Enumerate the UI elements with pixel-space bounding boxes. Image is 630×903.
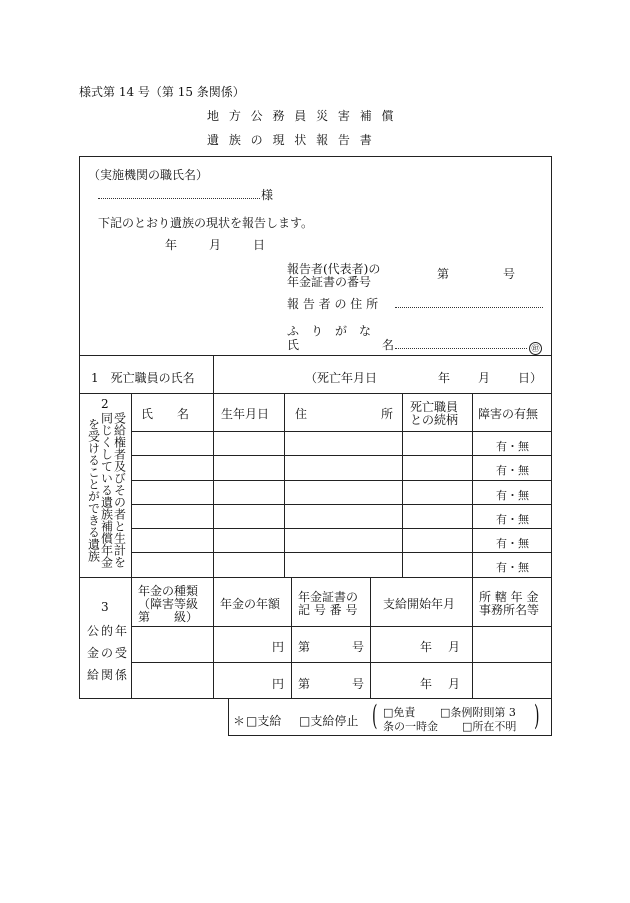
reporter-pension-label-2: 年金証書の番号 [287,275,372,289]
col-start: 支給開始年月 [383,597,456,611]
section3-number: 3 [101,600,109,614]
section1-label: 1 死亡職員の氏名 [91,371,195,385]
footer-option-suspend[interactable]: □支給停止 [299,714,359,728]
footer-left-paren: ( [372,699,378,732]
footer-option-unknown[interactable]: □所在不明 [462,720,517,733]
statement-text: 下記のとおり遺族の現状を報告します。 [98,216,314,230]
reporter-dai: 第 [437,267,450,281]
section3-side-2: 金の受 [87,646,130,660]
section3-side-1: 公的年 [87,624,130,638]
col-type-1: 年金の種類 [138,584,199,598]
section2-side-label: 受給権者及びその者と生計を同じくしている遺族補償年金を受けることができる遺族 [86,412,127,568]
section3-side-3: 給関係 [87,668,130,682]
section2-number: 2 [101,397,109,411]
name-label-2: 名 [382,338,395,352]
disability-option-4[interactable]: 有・無 [496,513,529,526]
col-relation-2: との続柄 [410,413,459,427]
row2-month: 月 [448,677,461,691]
disability-option-2[interactable]: 有・無 [496,464,529,477]
address-label: 報 告 者 の 住 所 [287,297,379,311]
col-office-2: 事務所名等 [479,603,540,617]
footer-option-supplementary-cont: 条の一時金 [383,720,438,733]
footer-mark: ＊ [233,714,246,728]
section1-month: 月 [478,371,491,385]
form-number: 様式第 14 号（第 15 条関係） [79,85,245,99]
col-address-2: 所 [381,407,394,421]
footer-option-supplementary[interactable]: □条例附則第 3 [440,706,516,719]
section1-death-date: （死亡年月日 [305,371,378,385]
col-type-3: 第 級） [138,610,199,624]
agency-label: （実施機関の職氏名） [88,168,209,182]
name-line[interactable] [395,348,527,349]
footer-option-exemption[interactable]: □免責 [383,706,416,719]
row1-yen: 円 [272,640,285,654]
row1-year: 年 [420,640,433,654]
footer-right-paren: ) [534,699,540,732]
col-relation-1: 死亡職員 [410,400,459,414]
col-birth: 生年月日 [221,407,270,421]
seal-icon: ㊞ [529,336,542,355]
col-name: 氏 名 [141,407,190,421]
row2-dai: 第 [298,677,311,691]
row1-go: 号 [352,640,365,654]
col-type-2: （障害等級 [138,597,199,611]
reporter-go: 号 [503,267,516,281]
row1-dai: 第 [298,640,311,654]
sama-label: 様 [261,188,274,202]
name-label-1: 氏 [287,338,300,352]
col-address-1: 住 [295,407,308,421]
furigana-label: ふ り が な [287,324,372,338]
col-office-1: 所 轄 年 金 [479,590,539,604]
section1-day: 日） [518,371,543,385]
agency-line[interactable] [98,198,260,199]
date-month: 月 [209,238,222,252]
date-day: 日 [253,238,266,252]
section1-year: 年 [438,371,451,385]
disability-option-5[interactable]: 有・無 [496,537,529,550]
date-year: 年 [165,238,178,252]
row1-month: 月 [448,640,461,654]
form-title-line1: 地 方 公 務 員 災 害 補 償 [207,109,397,123]
footer-option-payment[interactable]: □支給 [246,714,282,728]
disability-option-3[interactable]: 有・無 [496,489,529,502]
col-cert-1: 年金証書の [298,590,359,604]
row2-year: 年 [420,677,433,691]
disability-option-1[interactable]: 有・無 [496,440,529,453]
reporter-pension-label-1: 報告者(代表者)の [287,262,381,276]
row2-yen: 円 [272,677,285,691]
row2-go: 号 [352,677,365,691]
address-line[interactable] [395,307,543,308]
form-title-line2: 遺 族 の 現 状 報 告 書 [207,133,375,147]
col-amount: 年金の年額 [220,597,281,611]
disability-option-6[interactable]: 有・無 [496,561,529,574]
col-cert-2: 記 号 番 号 [298,603,358,617]
col-disability: 障害の有無 [478,407,539,421]
